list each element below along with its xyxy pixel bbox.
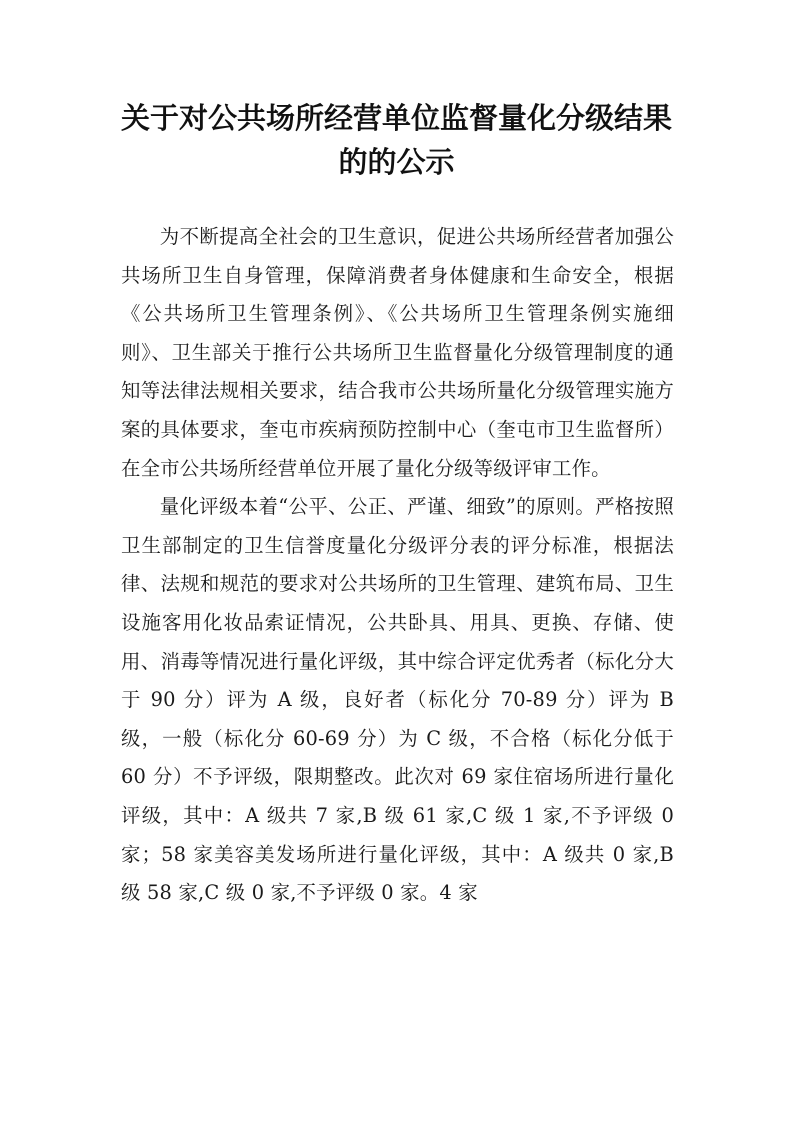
document-body: [121, 218, 674, 913]
paragraph-rating-results: 量化评级本着“公平、公正、严谨、细致”的原则。严格按照卫生部制定的卫生信誉度量化分级评分表的评分标准，根据法律、法规和规范的要求对公共场所的卫生管理、建筑布局、卫生设施客用化妆品索证情况，公共卧具、用具、更换、存储、使用、消毒等情况进行量化评级，其中综合评定优秀者（标化分大于 90 分）评为 A 级，良好者（标化分 70-89 分）评为 B 级，一般（标化分 60-69 分）为 C 级，不合格（标化分低于 60 分）不予评级，限期整改。此次对 69 家住宿场所进行量化评级，其中：A 级共 7 家,B 级 61 家,C 级 1 家,不予评级 0 家；58 家美容美发场所进行量化评级，其中：A 级共 0 家,B 级 58 家,C 级 0 家,不予评级 0 家。4 家: [121, 495, 674, 905]
document-title: 关于对公共场所经营单位监督量化分级结果的的公示: [120, 101, 672, 179]
paragraph-intro: 为不断提高全社会的卫生意识，促进公共场所经营者加强公共场所卫生自身管理，保障消费者身体健康和生命安全，根据《公共场所卫生管理条例》、《公共场所卫生管理条例实施细则》、卫生部关于推行公共场所卫生监督量化分级管理制度的通知等法律法规相关要求，结合我市公共场所量化分级管理实施方案的具体要求，奎屯市疾病预防控制中心（奎屯市卫生监督所）在全市公共场所经营单位开展了量化分级等级评审工作。: [121, 225, 674, 480]
